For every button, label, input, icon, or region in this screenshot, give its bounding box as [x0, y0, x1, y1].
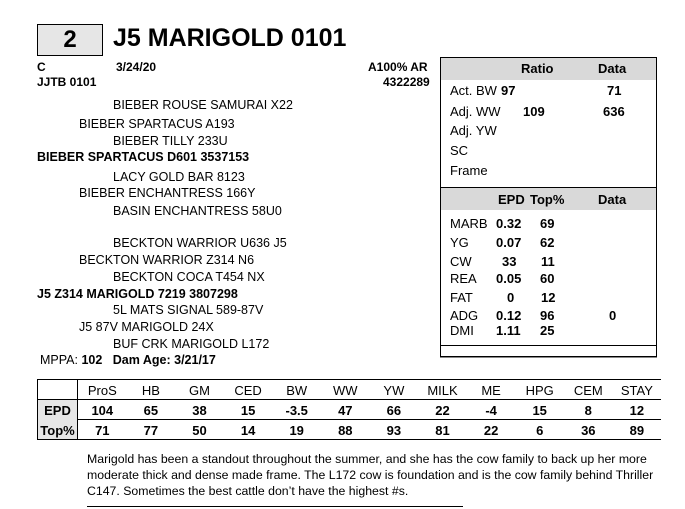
epd-col-top: 6 [536, 423, 544, 438]
epd-col-value: 12 [629, 403, 645, 418]
epd-col-top: 22 [483, 423, 499, 438]
sex: C [37, 60, 46, 74]
epd-value-adg: 0.12 [496, 308, 522, 323]
pedigree-dam-dam-sire: 5L MATS SIGNAL 589-87V [113, 303, 264, 317]
epd-label-yg: YG [450, 235, 469, 250]
table-header-line [37, 399, 661, 400]
epd-col-top: 19 [289, 423, 304, 438]
epd-col-header: WW [333, 383, 358, 398]
pedigree-sire-dam-sire: LACY GOLD BAR 8123 [113, 170, 245, 184]
table-bottom-border [37, 439, 661, 440]
epd-value-dmi: 1.11 [496, 323, 521, 338]
epd-col-value: 65 [143, 403, 159, 418]
epd-value-cw: 33 [502, 254, 517, 269]
epd-col-value: 15 [532, 403, 547, 418]
epd-col-top: 93 [386, 423, 402, 438]
epd-top-fat: 12 [541, 290, 556, 305]
panel-divider [441, 345, 656, 346]
epd-col-value: 66 [386, 403, 402, 418]
epd-col-header: ProS [87, 383, 117, 398]
perf-ratio-bw: 97 [501, 83, 516, 98]
epd-header: EPD [498, 192, 525, 207]
epd-col-header: STAY [620, 383, 653, 398]
pedigree-sire-sire-dam: BIEBER TILLY 233U [113, 134, 228, 148]
epd-col-header: ME [481, 383, 501, 398]
table-top-border [37, 379, 661, 380]
epd-col-header: MILK [427, 383, 458, 398]
lot-number: 2 [37, 24, 103, 56]
epd-label-adg: ADG [450, 308, 479, 323]
perf-label-frame: Frame [450, 163, 488, 178]
perf-data-ww: 636 [603, 104, 625, 119]
pedigree-dam-sire-dam: BECKTON COCA T454 NX [113, 270, 265, 284]
epd-value-yg: 0.07 [496, 235, 522, 250]
epd-top-adg: 96 [540, 308, 555, 323]
epd-col-top: 89 [629, 423, 645, 438]
epd-col-top: 88 [338, 423, 353, 438]
epd-value-rea: 0.05 [496, 271, 522, 286]
epd-col-value: -4 [485, 403, 497, 418]
pedigree-sire-sire-sire: BIEBER ROUSE SAMURAI X22 [113, 98, 293, 112]
pedigree-sire-dam-dam: BASIN ENCHANTRESS 58U0 [113, 204, 282, 218]
epd-top-marb: 69 [540, 216, 555, 231]
pedigree-dam-dam-dam: BUF CRK MARIGOLD L172 [113, 337, 270, 351]
ratio-header: Ratio [521, 61, 554, 76]
performance-header [441, 58, 656, 80]
epd-top-yg: 62 [540, 235, 555, 250]
epd-label-marb: MARB [450, 216, 488, 231]
epd-row-label: EPD [44, 403, 71, 418]
pedigree-dam-sire-sire: BECKTON WARRIOR U636 J5 [113, 236, 287, 250]
epd-table [37, 379, 661, 440]
epd-label-dmi: DMI [450, 323, 474, 338]
perf-label-ww: Adj. WW [450, 104, 501, 119]
birth-date: 3/24/20 [116, 60, 157, 74]
epd-data-header: Data [598, 192, 627, 207]
epd-top-cw: 11 [541, 254, 555, 269]
pedigree-dam-sire: BECKTON WARRIOR Z314 N6 [79, 253, 255, 267]
table-row-line [37, 419, 661, 420]
epd-data-adg: 0 [609, 308, 617, 323]
registration-number: 4322289 [383, 75, 430, 89]
epd-col-value: 22 [435, 403, 450, 418]
epd-top-dmi: 25 [540, 323, 555, 338]
comments-box-top [87, 506, 463, 507]
mppa-line [40, 353, 216, 367]
epd-col-top: 81 [435, 423, 450, 438]
performance-panel [440, 57, 657, 357]
epd-col-value: 104 [91, 403, 114, 418]
pedigree-dam-dam: J5 87V MARIGOLD 24X [79, 320, 214, 334]
epd-col-value: 38 [192, 403, 207, 418]
top-row-label: Top% [40, 423, 75, 438]
epd-col-value: 15 [240, 403, 256, 418]
pedigree-sire-sire: BIEBER SPARTACUS A193 [79, 117, 235, 131]
pedigree-dam: J5 Z314 MARIGOLD 7219 3807298 [37, 287, 238, 301]
epd-col-top: 77 [143, 423, 159, 438]
epd-top-rea: 60 [540, 271, 555, 286]
pedigree-sire-dam: BIEBER ENCHANTRESS 166Y [79, 186, 256, 200]
epd-value-marb: 0.32 [496, 216, 522, 231]
epd-col-header: CEM [573, 383, 603, 398]
perf-data-bw: 71 [607, 83, 622, 98]
epd-label-fat: FAT [450, 290, 473, 305]
dam-age-label: Dam Age: [112, 353, 171, 367]
epd-col-top: 50 [192, 423, 207, 438]
epd-col-value: -3.5 [285, 403, 308, 418]
epd-col-header: HB [141, 383, 160, 398]
mppa-value: 102 [81, 353, 103, 367]
epd-panel-header [441, 187, 656, 210]
epd-col-header: YW [383, 383, 405, 398]
tattoo: JJTB 0101 [37, 75, 97, 89]
animal-name: J5 MARIGOLD 0101 [113, 24, 347, 52]
epd-col-top: 14 [240, 423, 256, 438]
epd-col-header: CED [234, 383, 262, 398]
dam-age-value: 3/21/17 [174, 353, 216, 367]
top-header: Top% [530, 192, 565, 207]
epd-col-value: 8 [584, 403, 592, 418]
perf-label-bw: Act. BW [450, 83, 497, 98]
breed-code: A100% AR [368, 60, 428, 74]
perf-ratio-ww: 109 [523, 104, 545, 119]
epd-col-header: HPG [525, 383, 554, 398]
epd-col-top: 36 [581, 423, 596, 438]
epd-label-rea: REA [450, 271, 477, 286]
panel-bottom-line [440, 357, 657, 358]
mppa-label: MPPA: [40, 353, 78, 367]
epd-col-header: GM [189, 383, 210, 398]
epd-col-header: BW [286, 383, 308, 398]
epd-col-value: 47 [338, 403, 353, 418]
epd-value-fat: 0 [507, 290, 515, 305]
perf-label-yw: Adj. YW [450, 123, 497, 138]
comments-text: Marigold has been a standout throughout the summer, and she has the cow family to back up her more moderate thick and dense made frame. The L172 cow is foundation and is the cow family behind Thriller C147. Sometimes the best cattle don’t have the highest #s. [87, 452, 654, 498]
data-header: Data [598, 61, 627, 76]
epd-label-cw: CW [450, 254, 472, 269]
pedigree-sire: BIEBER SPARTACUS D601 3537153 [37, 150, 250, 164]
epd-col-top: 71 [95, 423, 110, 438]
perf-label-sc: SC [450, 143, 469, 158]
